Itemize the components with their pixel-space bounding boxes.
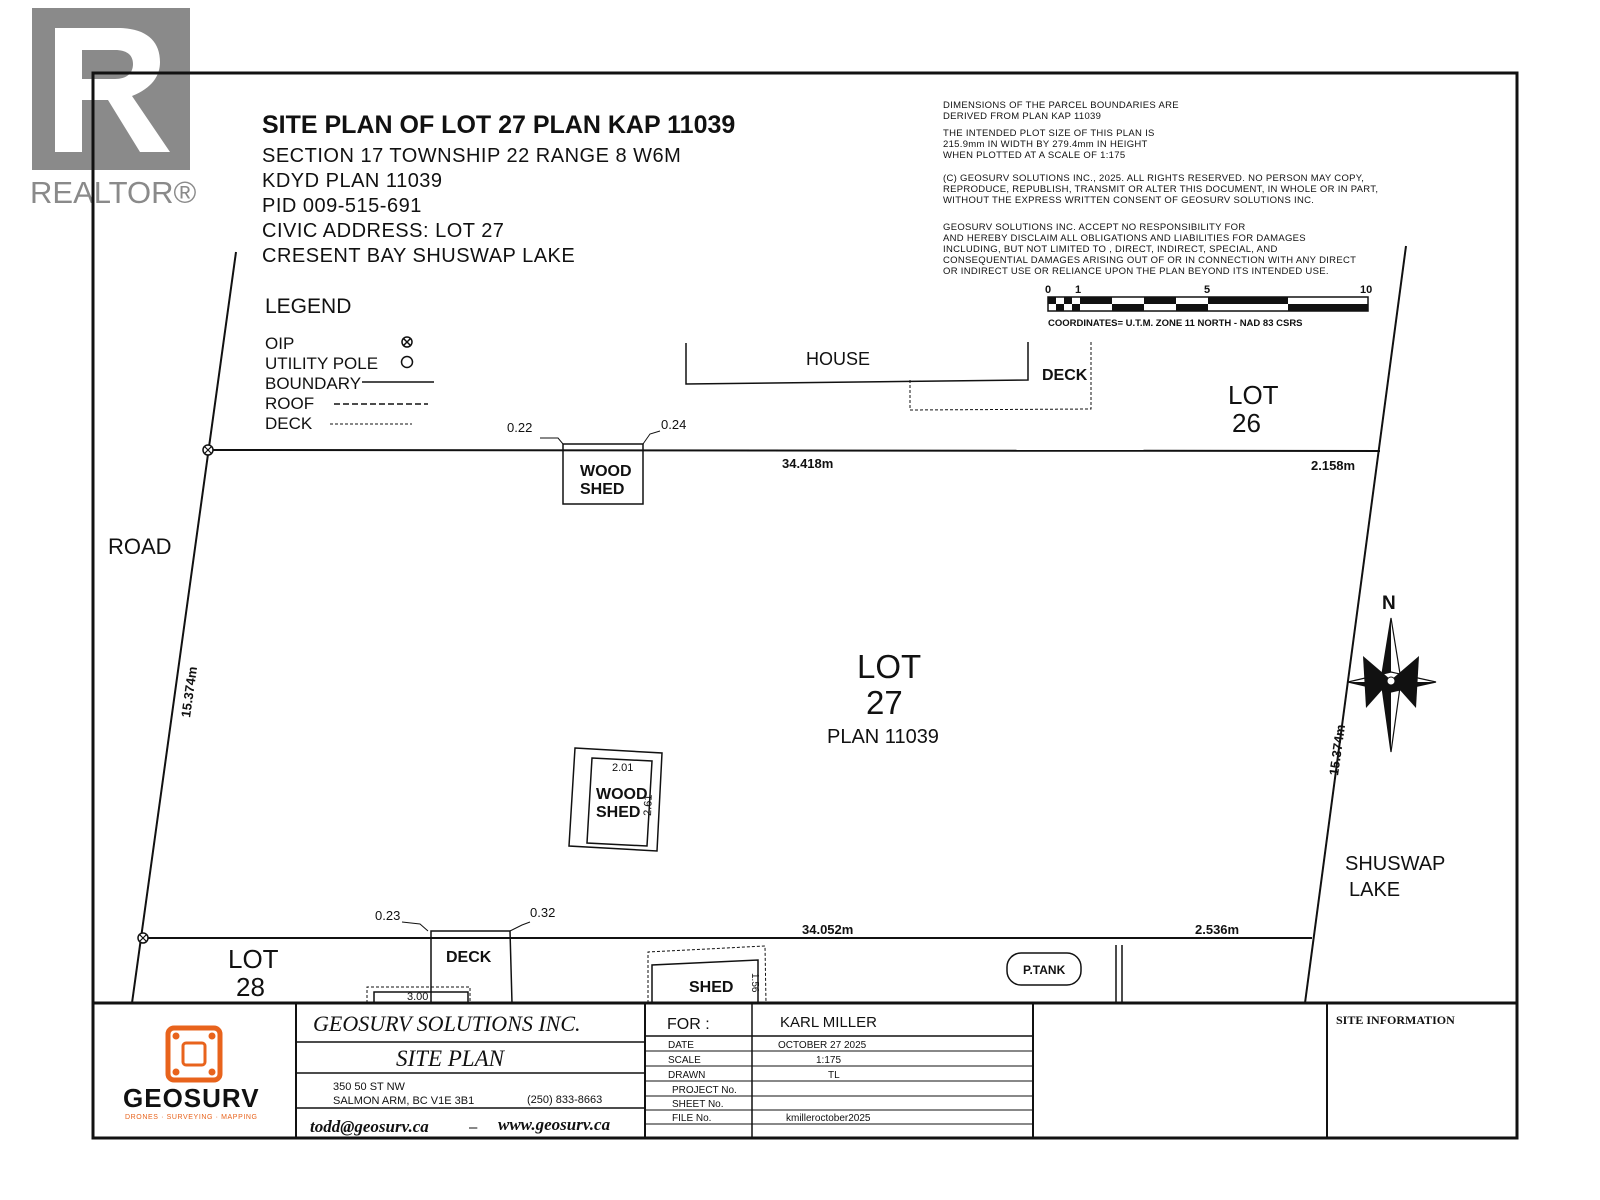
- for-value: KARL MILLER: [780, 1014, 877, 1031]
- note-line: DERIVED FROM PLAN KAP 11039: [943, 111, 1102, 122]
- east-boundary-dimension: 15.374m: [1326, 723, 1349, 777]
- company-address-line-1: 350 50 ST NW: [333, 1081, 405, 1093]
- note-line: DIMENSIONS OF THE PARCEL BOUNDARIES ARE: [943, 100, 1179, 111]
- scale-tick-10: 10: [1360, 284, 1373, 296]
- offset-south-west: 0.23: [375, 908, 401, 923]
- legend-item-roof: ROOF: [265, 394, 315, 413]
- document-type: SITE PLAN: [396, 1046, 504, 1071]
- shed-width-dimension: 2.01: [612, 762, 634, 774]
- for-label: FOR :: [667, 1016, 710, 1033]
- scale-bar: [1045, 284, 1372, 329]
- west-boundary-dimension: 15.374m: [178, 665, 201, 719]
- shed-south-label: SHED: [689, 979, 734, 996]
- structure-width-dimension: 3.00: [407, 991, 429, 1003]
- notes-block: [943, 100, 1378, 277]
- north-arrow-icon: [1348, 593, 1436, 752]
- deck-south-label: DECK: [446, 949, 492, 966]
- plan-number-label: PLAN 11039: [827, 726, 939, 748]
- wood-shed-north-label-b: SHED: [580, 481, 625, 498]
- oip-symbol-icon: [402, 337, 412, 347]
- propane-tank-label: P.TANK: [1023, 963, 1066, 977]
- title-line-3: PID 009-515-691: [262, 195, 422, 217]
- offset-north-west: 0.22: [507, 420, 533, 435]
- legend-item-oip: OIP: [265, 334, 295, 353]
- realtor-wordmark: REALTOR®: [30, 175, 197, 210]
- title-line-2: KDYD PLAN 11039: [262, 170, 443, 192]
- note-line: THE INTENDED PLOT SIZE OF THIS PLAN IS: [943, 128, 1155, 139]
- note-line: REPRODUCE, REPUBLISH, TRANSMIT OR ALTER THIS DOCUMENT, IN WHOLE OR IN PART,: [943, 184, 1379, 195]
- company-address-line-2: SALMON ARM, BC V1E 3B1: [333, 1095, 475, 1107]
- company-phone: (250) 833-8663: [527, 1094, 603, 1106]
- road-label: ROAD: [108, 534, 172, 559]
- legend-title: LEGEND: [265, 295, 352, 318]
- deck-north-label: DECK: [1042, 367, 1088, 384]
- scale-label: SCALE: [668, 1055, 701, 1066]
- company-website: www.geosurv.ca: [498, 1115, 611, 1134]
- realtor-logo: [30, 8, 197, 210]
- scale-tick-5: 5: [1204, 284, 1211, 296]
- north-boundary-dimension: 34.418m: [782, 456, 834, 471]
- note-line: WHEN PLOTTED AT A SCALE OF 1:175: [943, 150, 1126, 161]
- company-email: todd@geosurv.ca: [310, 1117, 429, 1136]
- note-line: CONSEQUENTIAL DAMAGES ARISING OUT OF OR IN CONNECTION WITH ANY DIRECT: [943, 255, 1357, 266]
- date-value: OCTOBER 27 2025: [778, 1040, 867, 1051]
- lot-27-label-a: LOT: [857, 648, 922, 685]
- legend-item-boundary: BOUNDARY: [265, 374, 362, 393]
- north-label: N: [1382, 593, 1396, 614]
- title-line-1: SECTION 17 TOWNSHIP 22 RANGE 8 W6M: [262, 145, 682, 167]
- lot-28-label-a: LOT: [228, 944, 279, 974]
- note-line: OR INDIRECT USE OR RELIANCE UPON THE PLAN BEYOND ITS INTENDED USE.: [943, 266, 1329, 277]
- note-line: GEOSURV SOLUTIONS INC. ACCEPT NO RESPONSIBILITY FOR: [943, 222, 1246, 233]
- project-fields: [667, 1014, 877, 1124]
- lot-26-label-b: 26: [1232, 408, 1261, 438]
- title-block-heading: [262, 111, 735, 267]
- lake-label-b: LAKE: [1349, 879, 1401, 901]
- plan-title: SITE PLAN OF LOT 27 PLAN KAP 11039: [262, 111, 736, 139]
- sheet-number-label: SHEET No.: [672, 1099, 724, 1110]
- lot-27-label-b: 27: [866, 684, 903, 721]
- south-boundary-offset-dimension: 2.536m: [1195, 922, 1240, 937]
- project-number-label: PROJECT No.: [672, 1085, 737, 1096]
- scale-tick-0: 0: [1045, 284, 1052, 296]
- wood-shed-center-label-b: SHED: [596, 804, 641, 821]
- offset-south-east: 0.32: [530, 905, 556, 920]
- drawn-label: DRAWN: [668, 1070, 706, 1081]
- plan-labels: [108, 349, 1445, 1002]
- note-line: AND HEREBY DISCLAIM ALL OBLIGATIONS AND LIABILITIES FOR DAMAGES: [943, 233, 1306, 244]
- note-line: WITHOUT THE EXPRESS WRITTEN CONSENT OF GEOSURV SOLUTIONS INC.: [943, 195, 1315, 206]
- wood-shed-north-label-a: WOOD: [580, 463, 632, 480]
- scale-value: 1:175: [816, 1055, 842, 1066]
- note-line: 215.9mm IN WIDTH BY 279.4mm IN HEIGHT: [943, 139, 1148, 150]
- logo-wordmark: GEOSURV: [123, 1083, 260, 1113]
- oip-marker-south-west: [138, 933, 148, 943]
- lot-28-label-b: 28: [236, 972, 265, 1002]
- file-number-value: kmilleroctober2025: [786, 1113, 871, 1124]
- utility-pole-icon: [402, 357, 413, 368]
- file-number-label: FILE No.: [672, 1113, 712, 1124]
- shed-depth-dimension: 1.56: [749, 973, 760, 993]
- lake-label-a: SHUSWAP: [1345, 853, 1446, 875]
- wood-shed-center-label-a: WOOD: [596, 786, 648, 803]
- note-line: (C) GEOSURV SOLUTIONS INC., 2025. ALL RIGHTS RESERVED. NO PERSON MAY COPY,: [943, 173, 1365, 184]
- title-line-5: CRESENT BAY SHUSWAP LAKE: [262, 245, 576, 267]
- contact-separator: –: [469, 1119, 478, 1136]
- legend-item-utility-pole: UTILITY POLE: [265, 354, 379, 373]
- title-line-4: CIVIC ADDRESS: LOT 27: [262, 220, 505, 242]
- dimension-labels: [178, 417, 1355, 1003]
- legend: [265, 295, 434, 433]
- oip-marker-north-west: [203, 445, 213, 455]
- legend-item-deck: DECK: [265, 414, 313, 433]
- shed-height-dimension: 2.61: [642, 794, 655, 817]
- lot-26-label-a: LOT: [1228, 380, 1279, 410]
- company-name: GEOSURV SOLUTIONS INC.: [313, 1011, 581, 1036]
- offset-north-east: 0.24: [661, 417, 687, 432]
- scale-tick-1: 1: [1075, 284, 1082, 296]
- site-information-heading: SITE INFORMATION: [1336, 1013, 1455, 1027]
- logo-tagline: DRONES · SURVEYING · MAPPING: [125, 1114, 258, 1121]
- date-label: DATE: [668, 1040, 694, 1051]
- note-line: INCLUDING, BUT NOT LIMITED TO , DIRECT, INDIRECT, SPECIAL, AND: [943, 244, 1278, 255]
- south-boundary-dimension: 34.052m: [802, 922, 854, 937]
- house-label: HOUSE: [806, 349, 871, 369]
- coordinates-note: COORDINATES= U.T.M. ZONE 11 NORTH - NAD 83 CSRS: [1048, 318, 1303, 329]
- drawn-value: TL: [828, 1070, 840, 1081]
- geosurv-logo: [123, 1028, 260, 1121]
- north-boundary-offset-dimension: 2.158m: [1311, 458, 1356, 473]
